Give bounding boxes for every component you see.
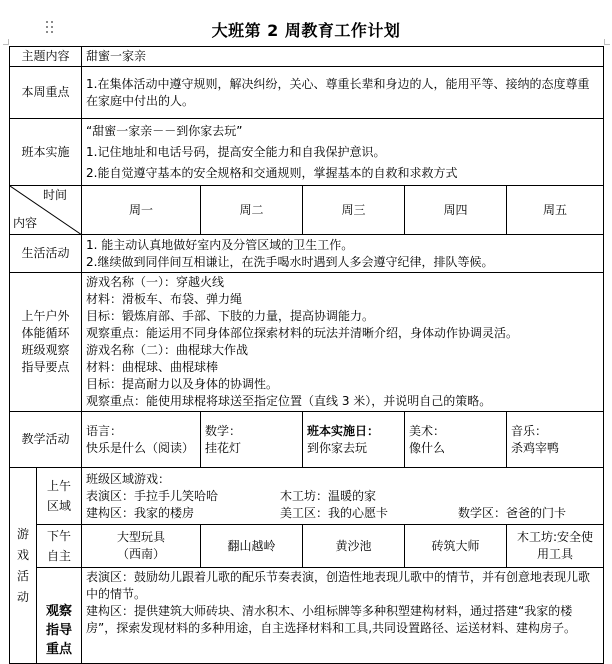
afternoon-cell-thursday: 砖筑大师 [405, 525, 507, 568]
area-woodwork: 木工坊：温暖的家 [280, 488, 377, 503]
day-monday: 周一 [82, 186, 201, 235]
afternoon-row [10, 525, 604, 568]
teaching-cell-friday: 音乐： 杀鸡宰鸭 [507, 412, 604, 468]
teaching-cell-tuesday: 数学： 挂花灯 [201, 412, 303, 468]
life-label: 生活活动 [10, 235, 82, 273]
outdoor-text: 游戏名称（一）：穿越火线 材料：滑板车、布袋、弹力绳 目标：锻炼肩部、手部、下肢的力量，提高协调能力。 观察重点：能运用不同身体部位探索材料的玩法并清晰介绍，身体动作协调灵活。 游戏名称（二）：曲棍球大作战 材料：曲棍球、曲棍球棒 目标：提高耐力以及身体的协调性。 观察重点：能使用球棍将球送至指定位置（直线 3 米），并说明自己的策略。 [82, 273, 604, 412]
observe-text: 表演区：鼓励幼儿跟着儿歌的配乐节奏表演，创造性地表现儿歌中的情节，并有创意地表现儿歌中的情节。 建构区：提供建筑大师砖块、清水积木、小组标牌等多种积塑建构材料，通过搭建“我家的楼房”，探索发现材料的多种用途，自主选择材料和工具,共同设置路径、运送材料、建构房子。 [82, 568, 604, 664]
afternoon-cell-tuesday: 翻山越岭 [201, 525, 303, 568]
life-row [10, 235, 604, 273]
day-tuesday: 周二 [201, 186, 303, 235]
focus-row [10, 67, 604, 119]
time-content-diagonal-cell [10, 186, 82, 235]
morning-area-content: 班级区域游戏： 表演区：手拉手儿笑哈哈 木工坊：温暖的家 建构区：我家的楼房 美工区：我的心愿卡 数学区：爸爸的门卡 [82, 468, 604, 525]
observe-label: 观察 指导 重点 [37, 568, 82, 664]
focus-text: 1.在集体活动中遵守规则，解决纠纷，关心、尊重长辈和身边的人，能用平等、接纳的态度尊重在家庭中付出的人。 [82, 67, 604, 119]
day-wednesday: 周三 [303, 186, 405, 235]
header-content: 内容 [13, 216, 38, 230]
class-event-row [10, 119, 604, 186]
life-text: 1. 能主动认真地做好室内及分管区域的卫生工作。 2.继续做到同伴间互相谦让，在洗手喝水时遇到人多会遵守纪律，排队等候。 [82, 235, 604, 273]
teaching-cell-thursday: 美术： 像什么 [405, 412, 507, 468]
class-event-text: “甜蜜一家亲－－到你家去玩” 1.记住地址和电话号码，提高安全能力和自我保护意识。 2.能自觉遵守基本的安全规格和交通规则，掌握基本的自救和求救方式 [82, 119, 604, 186]
header-time: 时间 [43, 188, 68, 202]
area-math: 数学区：爸爸的门卡 [458, 505, 567, 520]
theme-label: 主题内容 [10, 47, 82, 67]
afternoon-cell-monday: 大型玩具 （西南） [82, 525, 201, 568]
afternoon-cell-friday: 木工坊:安全使 用工具 [507, 525, 604, 568]
area-art: 美工区：我的心愿卡 [280, 505, 389, 520]
weekday-header-row [10, 186, 604, 235]
day-friday: 周五 [507, 186, 604, 235]
area-construction: 建构区：我家的楼房 [86, 505, 195, 520]
area-performance: 表演区：手拉手儿笑哈哈 [86, 488, 219, 503]
teaching-label: 教学活动 [10, 412, 82, 468]
morning-area-label: 上午 区域 [37, 468, 82, 525]
page-title: 大班第 2 周教育工作计划 [211, 21, 401, 40]
teaching-row [10, 412, 604, 468]
teaching-cell-wednesday: 班本实施日： 到你家去玩 [303, 412, 405, 468]
outdoor-label: 上午户外 体能循环 班级观察 指导要点 [10, 273, 82, 412]
game-activity-label: 游 戏 活 动 [10, 468, 37, 664]
afternoon-cell-wednesday: 黄沙池 [303, 525, 405, 568]
outdoor-row [10, 273, 604, 412]
day-thursday: 周四 [405, 186, 507, 235]
afternoon-label: 下午 自主 [37, 525, 82, 568]
class-event-label: 班本实施 [10, 119, 82, 186]
teaching-cell-monday: 语言： 快乐是什么（阅读） [82, 412, 201, 468]
theme-value: 甜蜜一家亲 [82, 47, 604, 67]
observe-row [10, 568, 604, 664]
focus-label: 本周重点 [10, 67, 82, 119]
morning-area-row [10, 468, 604, 525]
weekly-plan-table [9, 46, 604, 664]
theme-row [10, 47, 604, 67]
